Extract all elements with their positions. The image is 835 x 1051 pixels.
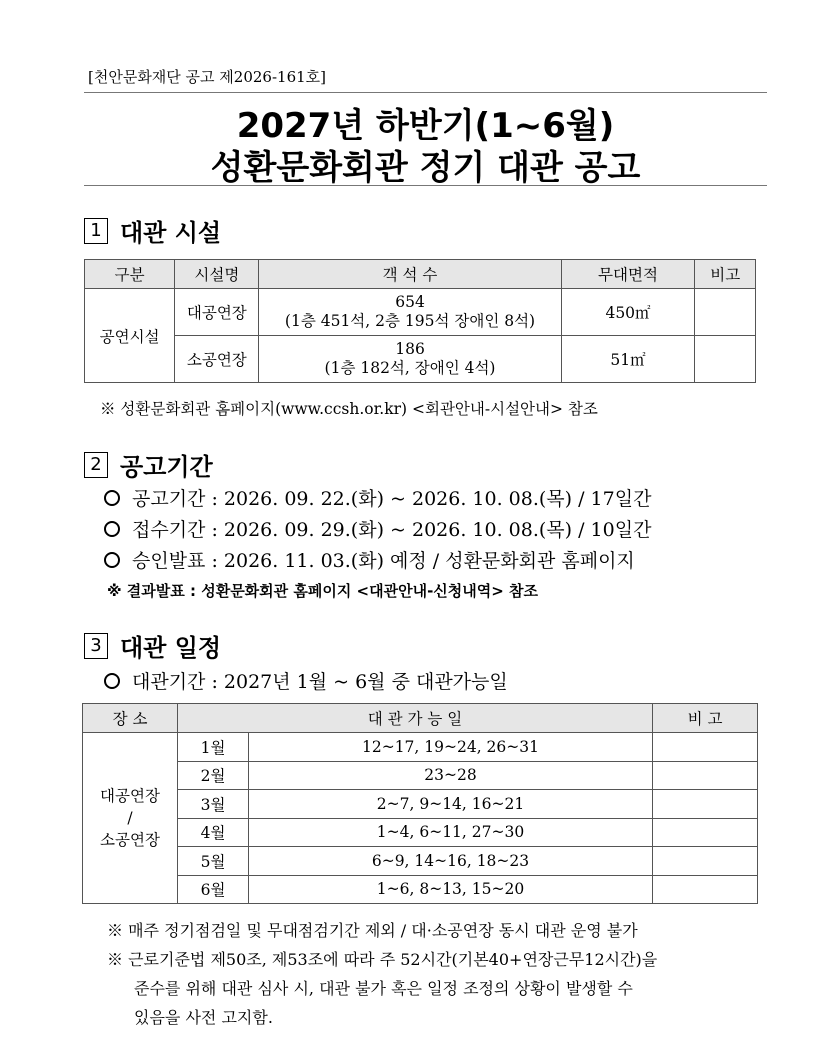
- remarks-cell: [653, 847, 758, 876]
- section-number-box: 2: [84, 452, 108, 478]
- remarks: [695, 336, 756, 383]
- header-available-days: 대 관 가 능 일: [178, 704, 653, 733]
- month-cell: 2월: [178, 761, 249, 790]
- header-venue: 장 소: [83, 704, 178, 733]
- table-row: [83, 847, 758, 876]
- notice-number: [천안문화재단 공고 제2026-161호]: [88, 68, 327, 86]
- seat-total: 654: [395, 293, 425, 311]
- month-cell: 4월: [178, 818, 249, 847]
- remarks-cell: [653, 733, 758, 762]
- days-cell: 1~4, 6~11, 27~30: [249, 818, 653, 847]
- month-cell: 3월: [178, 790, 249, 819]
- section-title: 대관 일정: [120, 634, 222, 662]
- days-cell: 2~7, 9~14, 16~21: [249, 790, 653, 819]
- table-row: [85, 336, 756, 383]
- seat-count: [259, 336, 561, 383]
- header-remarks: 비 고: [653, 704, 758, 733]
- section-number-box: 3: [84, 633, 108, 659]
- table-row: [85, 289, 756, 336]
- approval-announcement: 승인발표 : 2026. 11. 03.(화) 예정 / 성환문화회관 홈페이지: [132, 550, 635, 572]
- title-bottom-rule: [84, 185, 767, 186]
- schedule-note-3: 준수를 위해 대관 심사 시, 대관 불가 혹은 일정 조정의 상황이 발생할 수: [134, 979, 633, 998]
- circle-bullet-icon: [104, 521, 120, 537]
- header-stage-area: 무대면적: [561, 260, 695, 289]
- circle-bullet-icon: [104, 490, 120, 506]
- table-row: [83, 818, 758, 847]
- remarks-cell: [653, 761, 758, 790]
- result-note: ※ 결과발표 : 성환문화회관 홈페이지 <대관안내-신청내역> 참조: [107, 582, 539, 600]
- list-item: [104, 546, 635, 573]
- table-row: [83, 733, 758, 762]
- header-seats: 객 석 수: [259, 260, 561, 289]
- title-line-2: 성환문화회관 정기 대관 공고: [210, 148, 641, 188]
- list-item: [104, 667, 508, 694]
- facility-name: 대공연장: [175, 289, 259, 336]
- venue-line-2: /: [127, 809, 133, 827]
- remarks: [695, 289, 756, 336]
- remarks-cell: [653, 875, 758, 904]
- table-row: [83, 790, 758, 819]
- venue-line-1: 대공연장: [100, 787, 160, 805]
- header-facility: 시설명: [175, 260, 259, 289]
- header-category: 구분: [85, 260, 175, 289]
- circle-bullet-icon: [104, 673, 120, 689]
- circle-bullet-icon: [104, 552, 120, 568]
- stage-area: 450㎡: [561, 289, 695, 336]
- remarks-cell: [653, 790, 758, 819]
- section-3-heading: [84, 628, 221, 663]
- announce-period: 공고기간 : 2026. 09. 22.(화) ~ 2026. 10. 08.(목) / 17일간: [132, 488, 652, 510]
- days-cell: 23~28: [249, 761, 653, 790]
- seat-total: 186: [395, 340, 425, 358]
- remarks-cell: [653, 818, 758, 847]
- header-remarks: 비고: [695, 260, 756, 289]
- days-cell: 6~9, 14~16, 18~23: [249, 847, 653, 876]
- stage-area: 51㎡: [561, 336, 695, 383]
- facility-footnote: ※ 성환문화회관 홈페이지(www.ccsh.or.kr) <회관안내-시설안내> 참조: [100, 400, 598, 418]
- list-item: [104, 484, 651, 511]
- section-number-box: 1: [84, 218, 108, 244]
- schedule-note-4: 있음을 사전 고지함.: [134, 1008, 273, 1027]
- title-line-1: 2027년 하반기(1~6월): [236, 106, 615, 146]
- schedule-note-2: ※ 근로기준법 제50조, 제53조에 따라 주 52시간(기본40+연장근무12시간)을: [107, 950, 658, 969]
- venue-line-3: 소공연장: [100, 831, 160, 849]
- section-1-heading: [84, 213, 221, 248]
- seat-count: [259, 289, 561, 336]
- month-cell: 1월: [178, 733, 249, 762]
- venue-cell: [83, 733, 178, 904]
- facility-name: 소공연장: [175, 336, 259, 383]
- rental-period: 대관기간 : 2027년 1월 ~ 6월 중 대관가능일: [132, 671, 508, 693]
- section-title: 대관 시설: [120, 219, 222, 247]
- table-row: [83, 875, 758, 904]
- list-item: [104, 515, 651, 542]
- section-title: 공고기간: [120, 453, 213, 481]
- seat-detail: (1층 182석, 장애인 4석): [324, 359, 496, 377]
- title-top-rule: [84, 92, 767, 93]
- month-cell: 6월: [178, 875, 249, 904]
- days-cell: 1~6, 8~13, 15~20: [249, 875, 653, 904]
- facility-category: 공연시설: [85, 289, 175, 383]
- days-cell: 12~17, 19~24, 26~31: [249, 733, 653, 762]
- facility-table: [84, 259, 756, 383]
- seat-detail: (1층 451석, 2층 195석 장애인 8석): [284, 312, 536, 330]
- schedule-table: [82, 703, 758, 904]
- month-cell: 5월: [178, 847, 249, 876]
- application-period: 접수기간 : 2026. 09. 29.(화) ~ 2026. 10. 08.(목) / 10일간: [132, 519, 652, 541]
- schedule-note-1: ※ 매주 정기점검일 및 무대점검기간 제외 / 대·소공연장 동시 대관 운영 불가: [107, 921, 638, 940]
- section-2-heading: [84, 447, 213, 482]
- table-row: [83, 761, 758, 790]
